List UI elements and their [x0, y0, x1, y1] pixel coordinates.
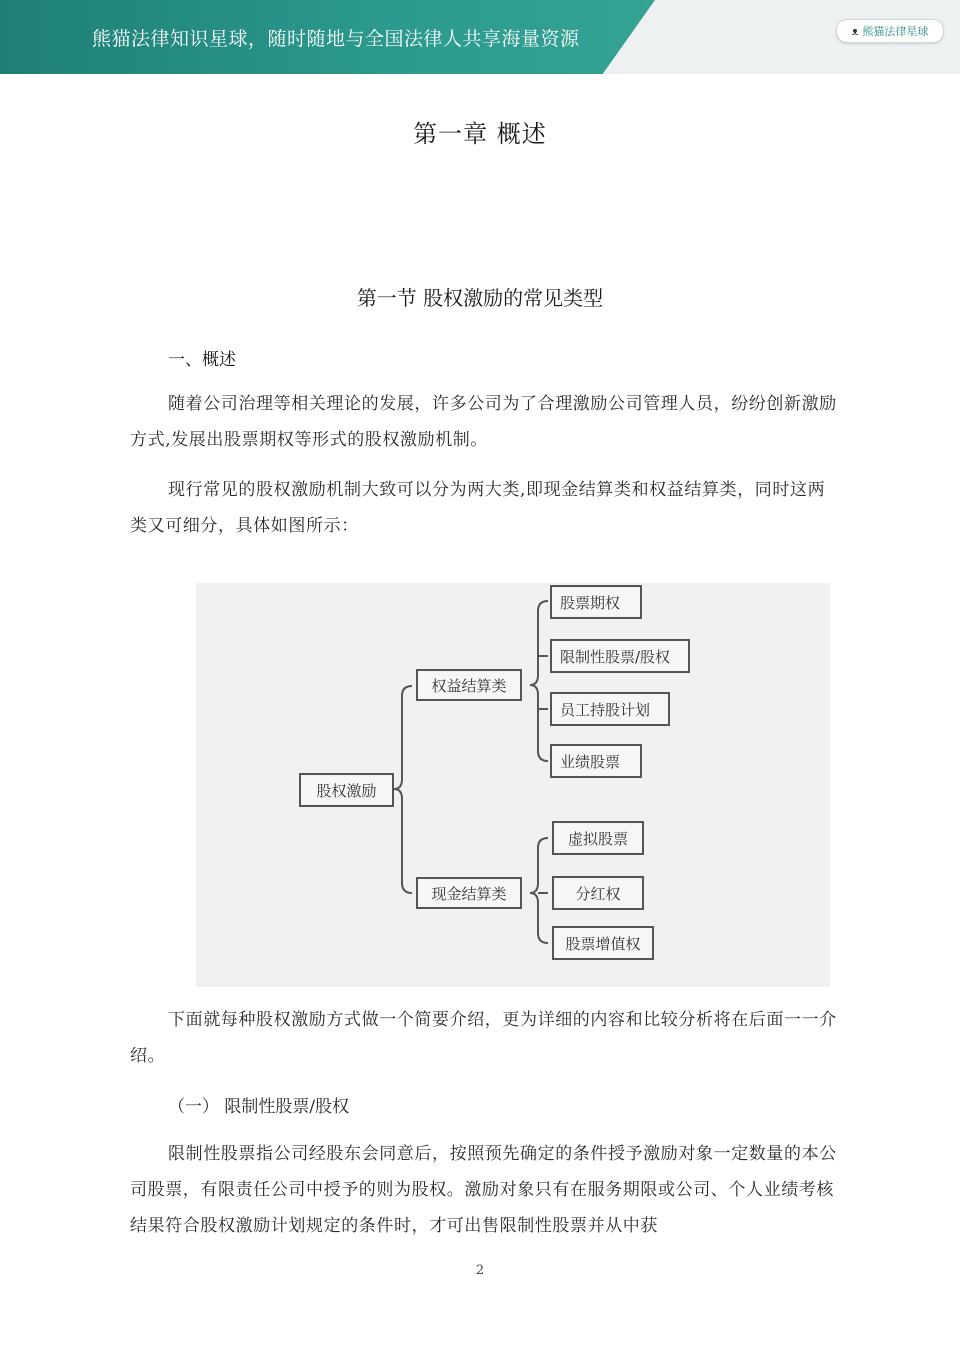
brand-badge[interactable]: [836, 19, 944, 43]
section-title: 第一节 股权激励的常见类型: [356, 286, 604, 310]
node-equity-child-2-label: 限制性股票/股权: [560, 647, 671, 666]
node-equity: [416, 669, 522, 701]
node-equity-child-1: [550, 585, 642, 619]
diagram-connectors: [196, 583, 830, 987]
node-equity-child-3: [550, 692, 670, 726]
node-equity-label: 权益结算类: [431, 676, 507, 695]
node-cash-child-2-label: 分红权: [575, 884, 621, 903]
paragraph-2: 现行常见的股权激励机制大致可以分为两大类,即现金结算类和权益结算类，同时这两类又可细分，具体如图所示：: [130, 480, 826, 536]
node-cash-child-3: [552, 926, 654, 960]
node-cash: [416, 877, 522, 909]
paragraph-1: 随着公司治理等相关理论的发展，许多公司为了合理激励公司管理人员，纷纷创新激励方式,发展出股票期权等形式的股权激励机制。: [130, 394, 837, 450]
node-cash-child-2: [552, 876, 644, 910]
paragraph-4: 限制性股票指公司经股东会同意后，按照预先确定的条件授予激励对象一定数量的本公司股票，有限责任公司中授予的则为股权。激励对象只有在服务期限或公司、个人业绩考核结果符合股权激励计划规定的条件时，才可出售限制性股票并从中获: [130, 1144, 837, 1236]
node-cash-child-1-label: 虚拟股票: [567, 829, 628, 848]
chapter-title: 第一章 概述: [413, 120, 547, 148]
page-number: 2: [475, 1263, 485, 1278]
node-equity-child-2: [550, 639, 690, 673]
node-root: [299, 773, 394, 807]
node-equity-child-3-label: 员工持股计划: [560, 700, 651, 719]
heading-overview: 一、概述: [168, 350, 236, 370]
panda-icon: ᴥ: [851, 24, 859, 38]
node-equity-child-4: [550, 744, 642, 778]
node-equity-child-1-label: 股票期权: [560, 593, 621, 612]
header-banner: [0, 0, 960, 74]
equity-incentive-diagram: [196, 583, 830, 987]
banner-slogan: 熊猫法律知识星球，随时随地与全国法律人共享海量资源: [92, 28, 580, 50]
paragraph-3: 下面就每种股权激励方式做一个简要介绍，更为详细的内容和比较分析将在后面一一介绍。: [130, 1010, 837, 1066]
node-equity-child-4-label: 业绩股票: [560, 752, 621, 771]
badge-label: 熊猫法律星球: [862, 25, 929, 38]
cash-brace: [530, 838, 548, 943]
node-root-label: 股权激励: [316, 781, 377, 800]
equity-brace: [530, 601, 548, 761]
node-cash-child-3-label: 股票增值权: [565, 934, 641, 953]
root-brace: [394, 686, 412, 893]
node-cash-child-1: [552, 821, 644, 855]
sub-heading-restricted-stock: （一） 限制性股票/股权: [168, 1097, 350, 1117]
node-cash-label: 现金结算类: [431, 884, 507, 903]
